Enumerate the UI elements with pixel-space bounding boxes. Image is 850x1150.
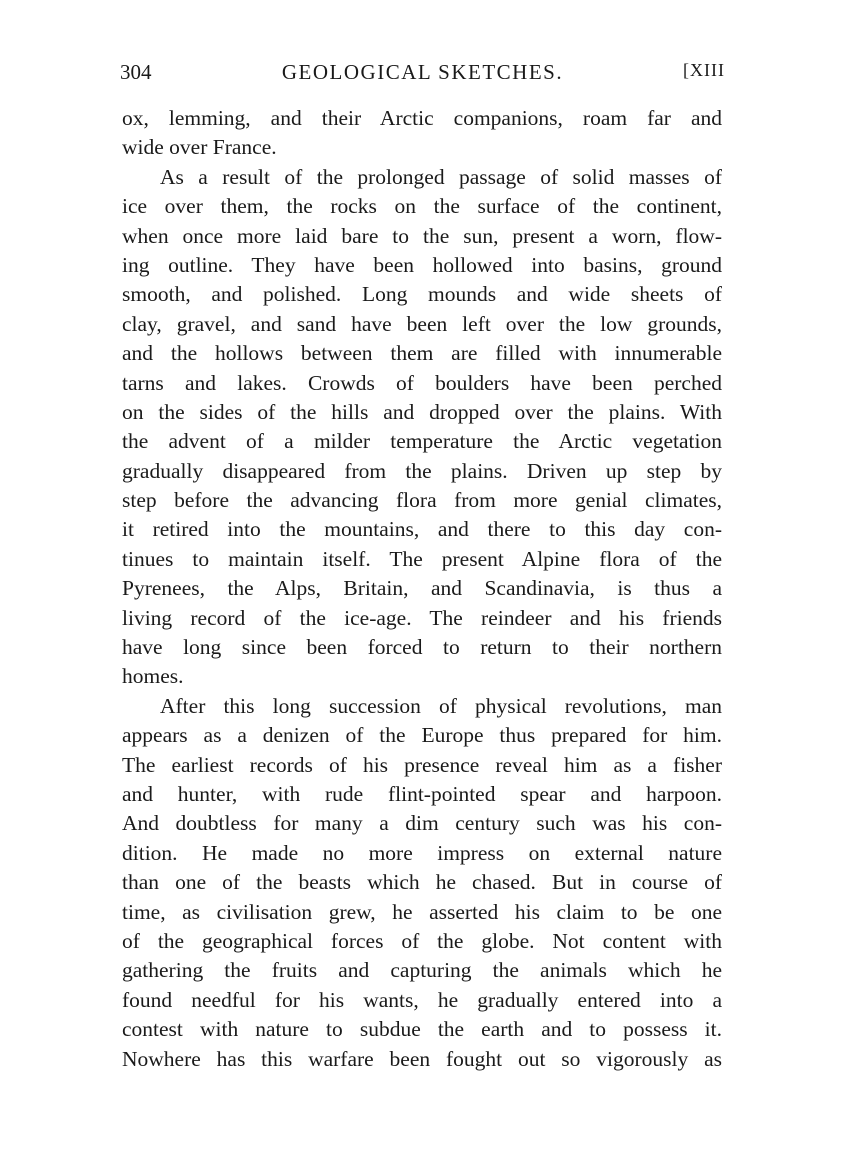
text-line: tinues to maintain itself. The present Alpine flora of the [122,546,722,571]
text-line: Pyrenees, the Alps, Britain, and Scandinavia, is thus a [122,576,722,601]
text-line: contest with nature to subdue the earth and to possess it. [122,1017,722,1042]
text-line: found needful for his wants, he gradually entered into a [122,987,722,1012]
text-line: on the sides of the hills and dropped over the plains. With [122,399,722,424]
text-line: of the geographical forces of the globe. Not content with [122,928,722,953]
text-line: homes. [122,664,184,689]
running-head [120,60,725,90]
running-title: GEOLOGICAL SKETCHES. [281,60,564,84]
text-line: ox, lemming, and their Arctic companions, roam far and [122,106,722,130]
text-line: step before the advancing flora from more genial climates, [122,488,722,513]
text-line: Nowhere has this warfare been fought out so vigorously as [122,1046,722,1071]
text-line: the advent of a milder temperature the Arctic vegetation [122,429,722,454]
chapter-marker: [XIII [683,60,725,80]
page-number: 304 [120,60,152,84]
text-line: tarns and lakes. Crowds of boulders have been perched [122,370,722,395]
text-line: And doubtless for many a dim century such was his con- [122,811,722,836]
text-line: The earliest records of his presence reveal him as a fisher [122,752,722,777]
text-line: clay, gravel, and sand have been left over the low grounds, [122,311,722,336]
text-line: smooth, and polished. Long mounds and wide sheets of [122,282,722,307]
text-line: and hunter, with rude flint-pointed spear and harpoon. [122,781,722,806]
text-line: appears as a denizen of the Europe thus prepared for him. [122,723,722,748]
text-line: when once more laid bare to the sun, present a worn, flow- [122,223,722,248]
text-line: After this long succession of physical revolutions, man [160,693,722,718]
text-line: wide over France. [122,135,277,160]
text-line: have long since been forced to return to their northern [122,635,722,660]
text-line: ice over them, the rocks on the surface of the continent, [122,194,722,219]
text-line: time, as civilisation grew, he asserted his claim to be one [122,899,722,924]
text-line: gradually disappeared from the plains. Driven up step by [122,458,722,483]
text-line: it retired into the mountains, and there to this day con- [122,517,722,542]
text-line: gathering the fruits and capturing the animals which he [122,958,722,983]
text-line: dition. He made no more impress on external nature [122,840,722,865]
body-text [122,104,722,1074]
text-line: than one of the beasts which he chased. But in course of [122,870,722,895]
text-line: As a result of the prolonged passage of solid masses of [160,164,722,189]
text-line: and the hollows between them are filled with innumerable [122,341,722,366]
text-line: ing outline. They have been hollowed into basins, ground [122,252,722,277]
text-line: living record of the ice-age. The reindeer and his friends [122,605,722,630]
